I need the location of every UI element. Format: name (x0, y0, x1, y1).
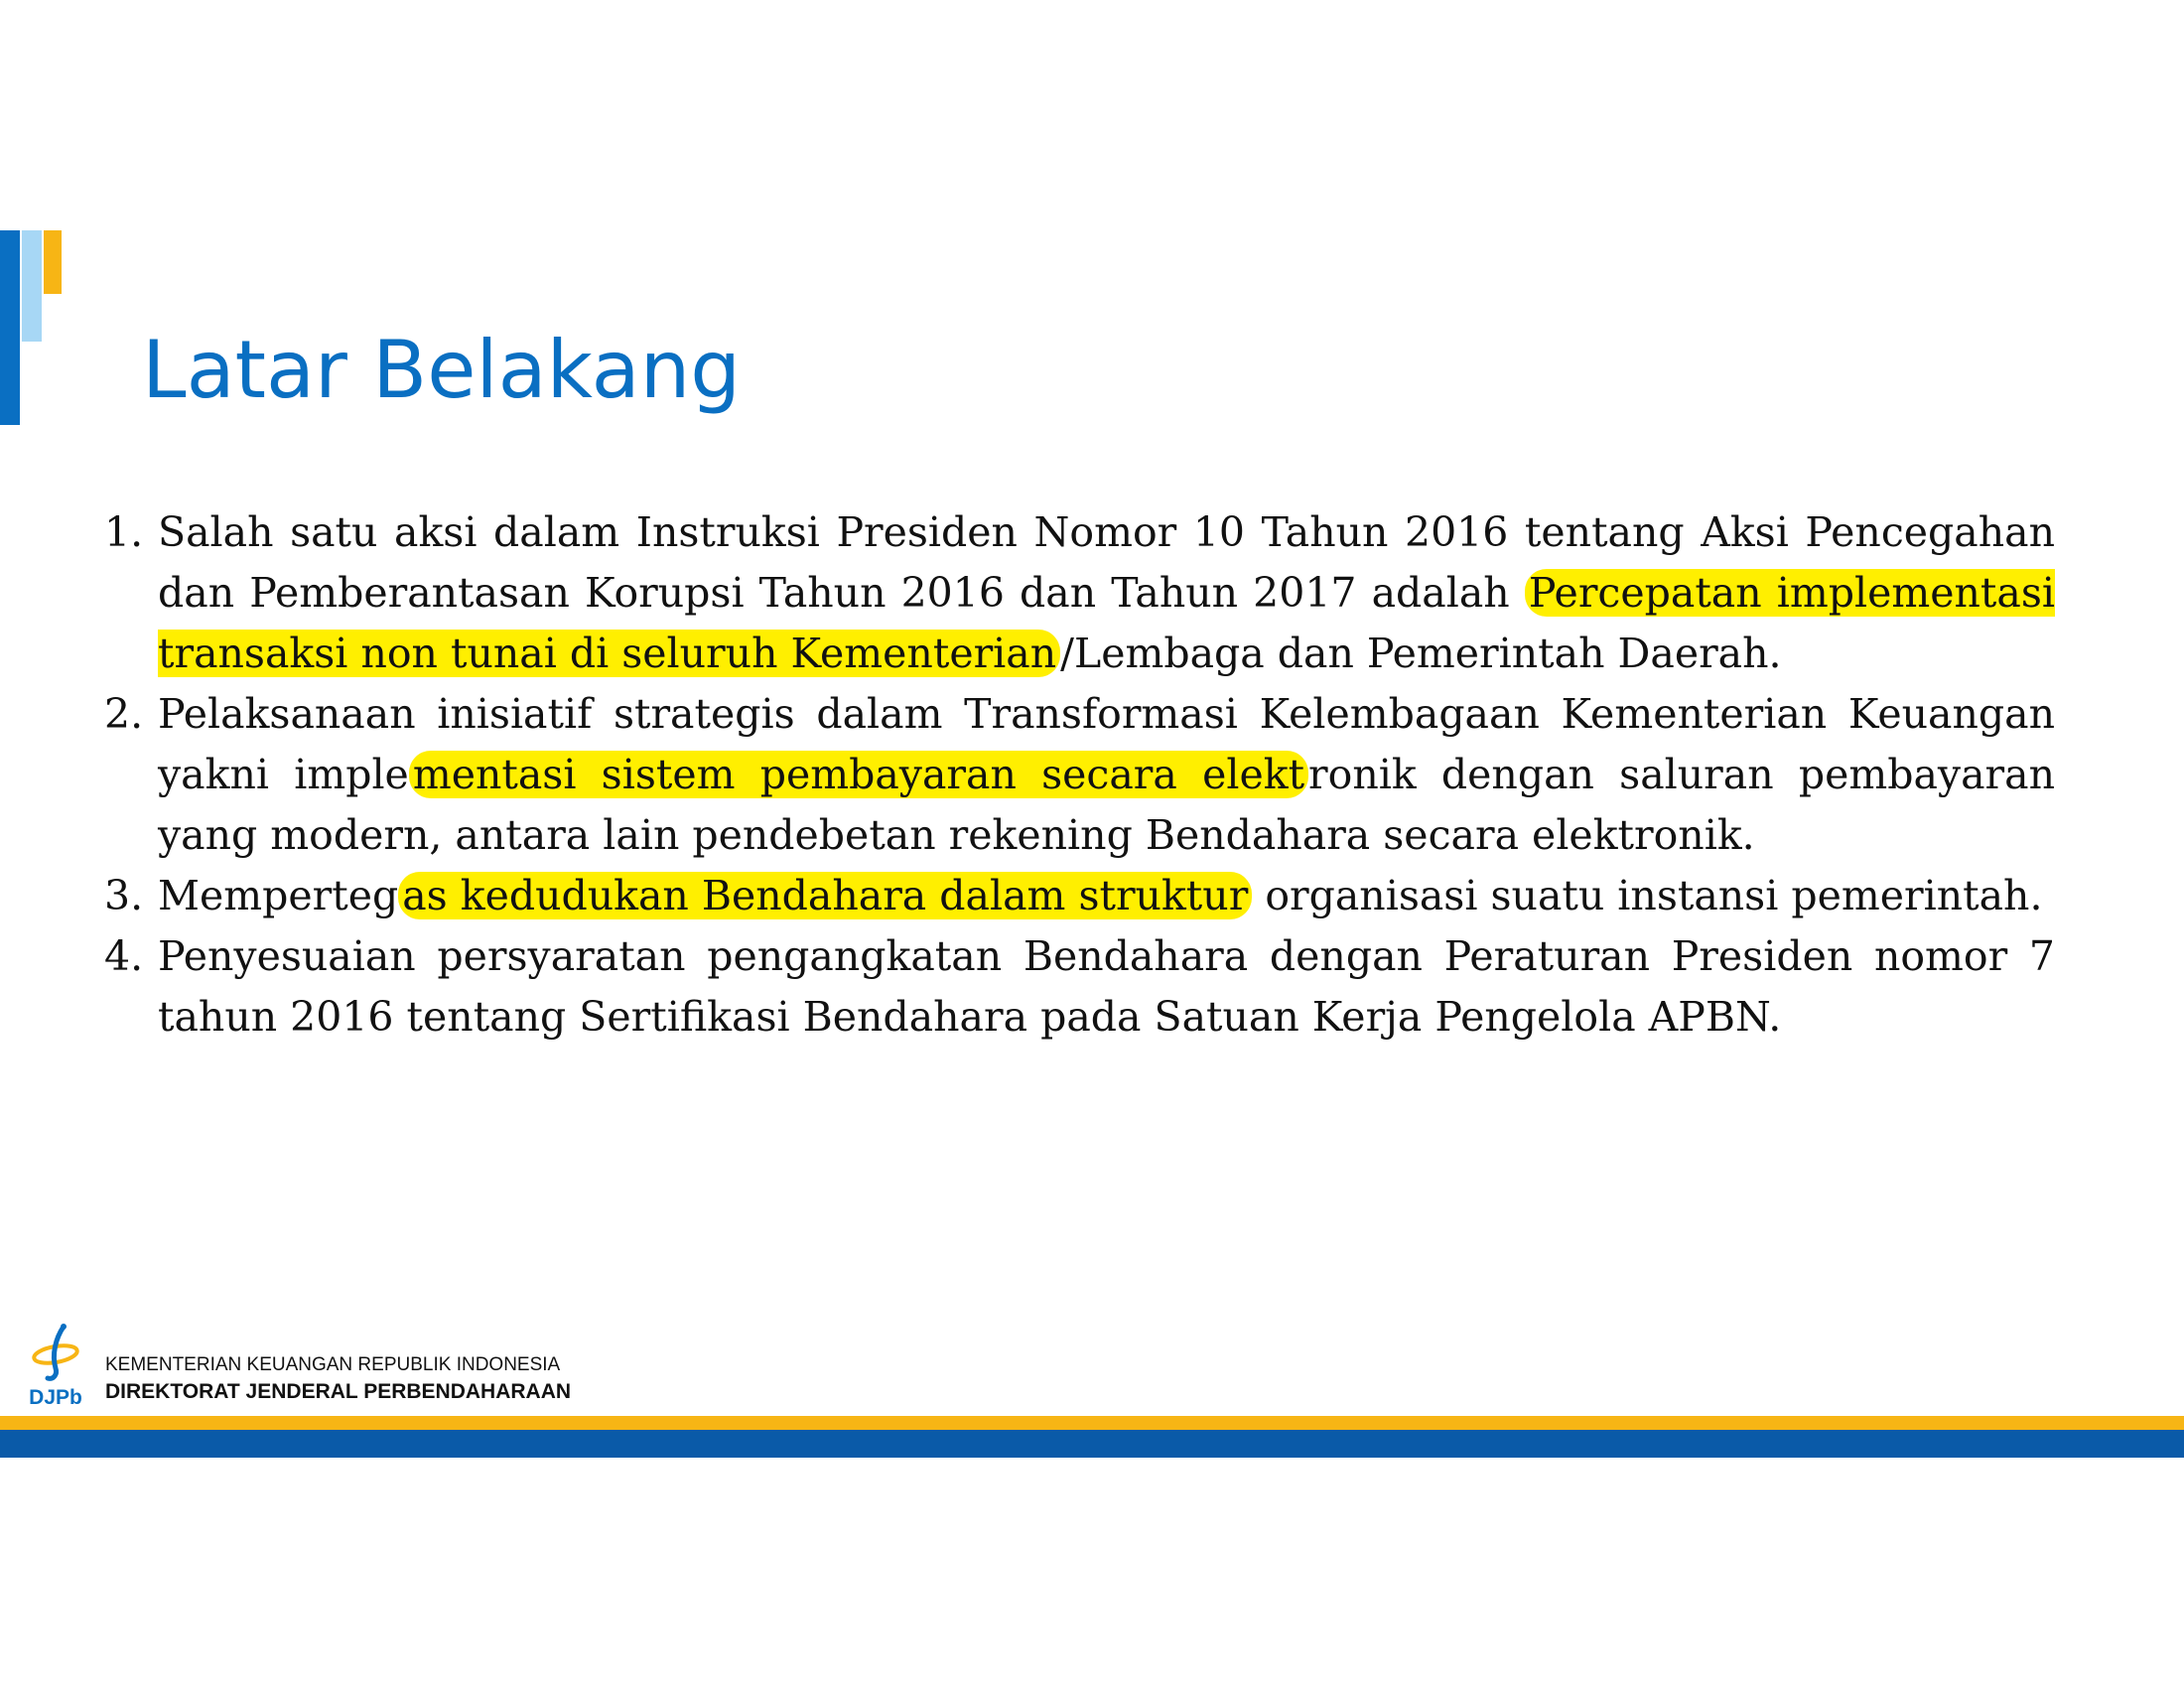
list-item-4 (104, 926, 2055, 1048)
footer-stripe-blue (0, 1430, 2184, 1458)
logo-text: DJPb (29, 1386, 82, 1409)
item-text: Memperteg (158, 872, 399, 919)
item-text: /Lembaga dan Pemerintah Daerah. (1060, 630, 1782, 677)
item-text: Salah satu aksi dalam Instruksi Presiden Nomor 10 Tahun 2016 tentang Aksi Pencegahan dan Pemberantasan Korupsi Tahun 2016 dan Tahun 2017 adalah (158, 508, 2055, 617)
accent-bar-light-blue (22, 230, 42, 342)
list-number: 3. (104, 872, 144, 919)
item-text: organisasi suatu instansi pemerintah. (1252, 872, 2043, 919)
list-item-1 (104, 502, 2055, 684)
list-number: 1. (104, 508, 144, 556)
item-text: Pelaksanaan inisiatif strategis dalam Transformasi Kelembagaan Kementerian Keuangan yakni imple (158, 690, 2055, 798)
background-list (104, 502, 2055, 1048)
list-number: 4. (104, 932, 144, 980)
list-item-2 (104, 684, 2055, 866)
accent-bar-blue (0, 230, 20, 425)
accent-bar-yellow (44, 230, 62, 294)
item-text: Penyesuaian persyaratan pengangkatan Bendahara dengan Peraturan Presiden nomor 7 tahun 2016 tentang Sertifikasi Bendahara pada Satuan Kerja Pengelola APBN. (158, 932, 2055, 1041)
list-number: 2. (104, 690, 144, 738)
footer-stripe-yellow (0, 1416, 2184, 1430)
highlighted-text: Percepatan implementasi transaksi non tunai di seluruh Kementerian (158, 569, 2055, 677)
highlighted-text: mentasi sistem pembayaran secara elekt (409, 751, 1308, 798)
djpb-logo (18, 1321, 95, 1410)
highlighted-text: as kedudukan Bendahara dalam struktur (398, 872, 1252, 919)
footer-ministry: KEMENTERIAN KEUANGAN REPUBLIK INDONESIA (105, 1354, 561, 1375)
item-text: ronik dengan saluran pembayaran yang modern, antara lain pendebetan rekening Bendahara secara elektronik. (158, 751, 2055, 859)
list-item-3 (104, 866, 2055, 926)
slide-title: Latar Belakang (142, 324, 742, 416)
footer-directorate: DIREKTORAT JENDERAL PERBENDAHARAAN (105, 1380, 572, 1403)
